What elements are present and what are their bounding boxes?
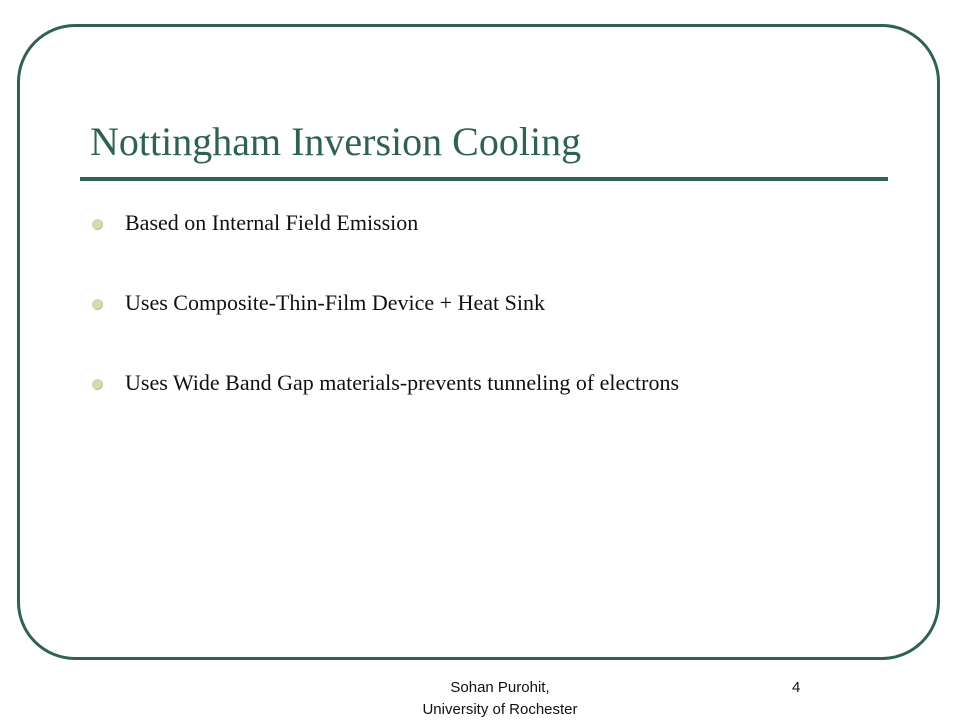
bullet-text: Uses Composite-Thin-Film Device + Heat Sink	[125, 290, 545, 315]
bullet-text: Uses Wide Band Gap materials-prevents tunneling of electrons	[125, 370, 680, 395]
bullet-dot-icon	[92, 219, 103, 230]
footer-author-name: Sohan Purohit,	[450, 679, 550, 696]
slide-number: 4	[792, 679, 801, 696]
footer-author	[400, 677, 600, 721]
footer-author-affiliation: University of Rochester	[422, 701, 578, 718]
bullet-dot-icon	[92, 299, 103, 310]
bullet-text: Based on Internal Field Emission	[125, 210, 419, 235]
slide-title: Nottingham Inversion Cooling	[90, 119, 582, 164]
bullet-dot-icon	[92, 379, 103, 390]
title-underline	[80, 177, 888, 181]
